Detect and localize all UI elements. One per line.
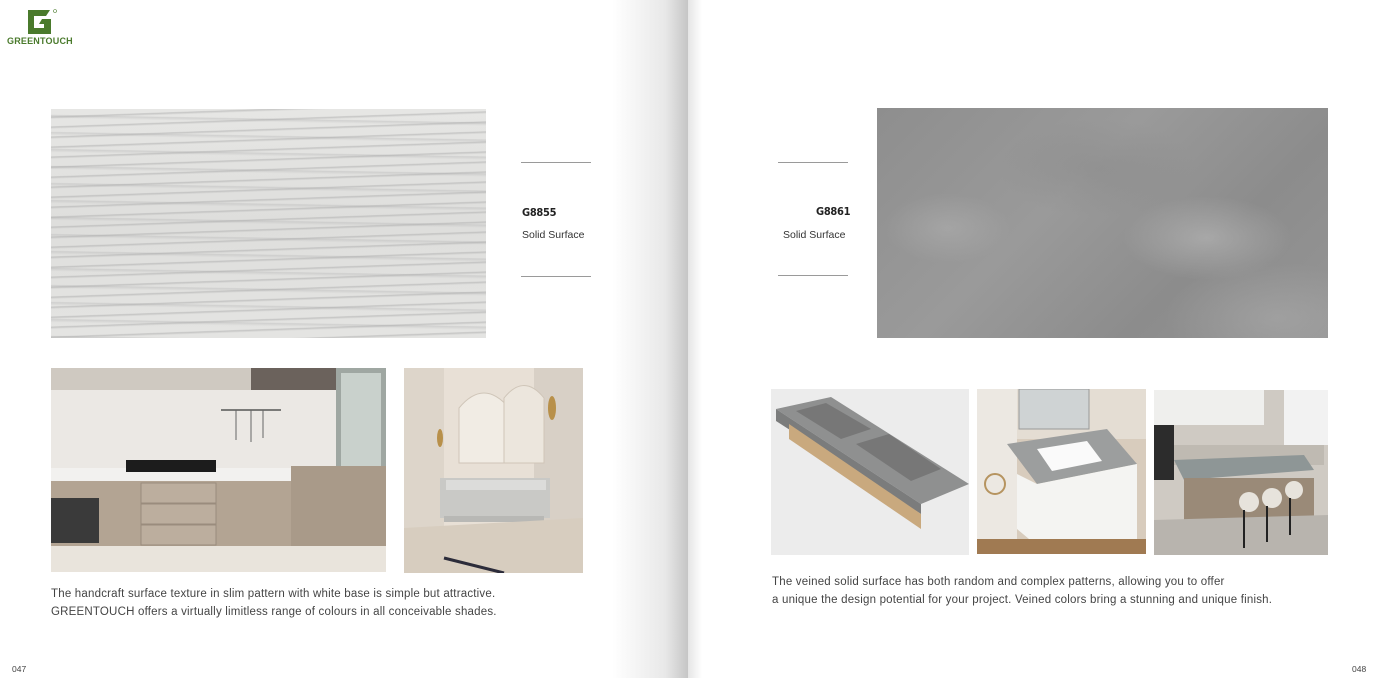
gutter-shadow-right <box>688 0 702 678</box>
kitchen-photo <box>51 368 386 572</box>
page-number: 047 <box>12 664 27 674</box>
double-sink-vanity-photo-icon <box>771 389 969 555</box>
vanity-basin-photo-icon <box>977 389 1146 554</box>
stone-sample-g8855 <box>51 109 486 338</box>
description-line-1: The handcraft surface texture in slim pattern with white base is simple but attractive. <box>51 588 496 600</box>
bathroom-photo <box>404 368 583 573</box>
divider-top <box>521 162 591 163</box>
description-line-1: The veined solid surface has both random and complex patterns, allowing you to offer <box>772 576 1225 588</box>
product-code: G8855 <box>522 206 557 219</box>
kitchen-island-photo-icon <box>1154 390 1328 555</box>
bathroom-photo-icon <box>404 368 583 573</box>
divider-bottom <box>521 276 591 277</box>
description-line-2: a unique the design potential for your project. Veined colors bring a stunning and unique finish. <box>772 594 1273 606</box>
kitchen-photo-icon <box>51 368 386 572</box>
vanity-basin-photo <box>977 389 1146 554</box>
product-type: Solid Surface <box>783 229 846 241</box>
description-line-2: GREENTOUCH offers a virtually limitless range of colours in all conceivable shades. <box>51 606 497 618</box>
stone-sample-g8861 <box>877 108 1328 338</box>
divider-top <box>778 162 848 163</box>
double-sink-vanity-photo <box>771 389 969 555</box>
brand-logo <box>6 8 76 48</box>
page-number: 048 <box>1352 664 1367 674</box>
right-page <box>688 0 1375 678</box>
gutter-shadow <box>612 0 688 678</box>
divider-bottom <box>778 275 848 276</box>
logo-text: GREENTOUCH <box>7 36 73 46</box>
product-code: G8861 <box>816 205 851 218</box>
product-type: Solid Surface <box>522 229 585 241</box>
greentouch-logo-icon <box>24 8 58 36</box>
kitchen-island-photo <box>1154 390 1328 555</box>
